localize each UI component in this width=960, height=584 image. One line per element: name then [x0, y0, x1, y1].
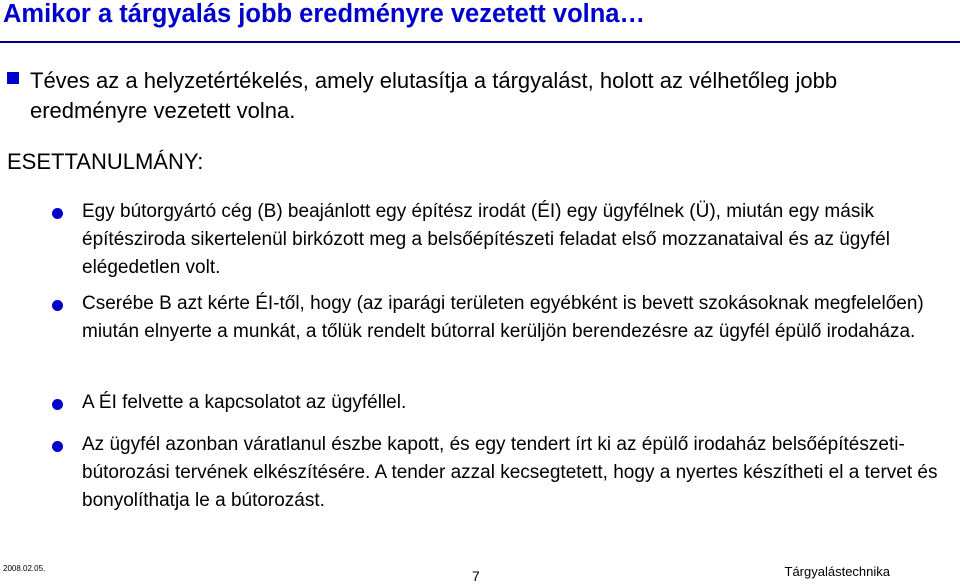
slide-title: Amikor a tárgyalás jobb eredményre vezetett volna… [3, 0, 645, 28]
footer-course-title: Tárgyalástechnika [784, 564, 890, 579]
title-divider [0, 41, 960, 43]
bullet-1: Egy bútorgyártó cég (B) beajánlott egy építész irodát (ÉI) egy ügyfélnek (Ü), miután egy másik építésziroda sikertelenül birkózott meg a belsőépítészeti feladat első mozzanataival és az ügyfél elégedetlen volt. [82, 201, 890, 278]
case-study-heading: ESETTANULMÁNY: [7, 149, 204, 174]
lead-text: Téves az a helyzetértékelés, amely elutasítja a tárgyalást, holott az vélhetőleg jobb eredményre vezetett volna. [30, 68, 838, 123]
square-bullet-icon [7, 72, 19, 84]
bullet-2: Cserébe B azt kérte ÉI-től, hogy (az iparági területen egyébként is bevett szokásoknak megfelelően) miután elnyerte a munkát, a tőlük rendelt bútorral kerüljön berendezésre az ügyfél épülő irodaháza. [82, 293, 924, 342]
bullet-dot-icon [52, 208, 63, 219]
bullet-dot-icon [52, 300, 63, 311]
bullet-dot-icon [52, 399, 63, 410]
bullet-dot-icon [52, 441, 63, 452]
page-number: 7 [472, 568, 480, 584]
footer-date: 2008.02.05. [3, 564, 46, 573]
bullet-3: A ÉI felvette a kapcsolatot az ügyféllel. [82, 392, 407, 413]
bullet-4: Az ügyfél azonban váratlanul észbe kapott, és egy tendert írt ki az épülő irodaház belsőépítészeti-bútorozási tervének elkészítésére. A tender azzal kecsegtetett, hogy a nyertes készítheti el a tervet és bonyolíthatja le a bútorozást. [82, 434, 938, 511]
